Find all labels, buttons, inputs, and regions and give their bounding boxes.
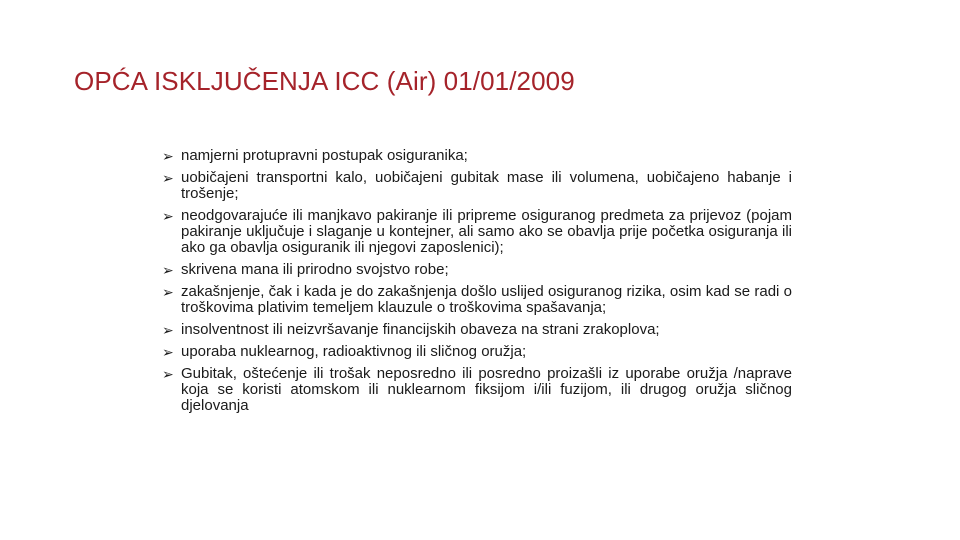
list-item-text: skrivena mana ili prirodno svojstvo robe; — [181, 261, 449, 278]
arrow-bullet-icon: ➢ — [162, 262, 174, 278]
arrow-bullet-icon: ➢ — [162, 344, 174, 360]
list-item-text: Gubitak, oštećenje ili trošak neposredno ili posredno proizašli iz uporabe oružja /naprave koja se koristi atomskom ili nuklearnom fiksijom i/ili fuzijom, ili drugog oružja sličnog djelovanja — [181, 365, 792, 414]
list-item-text: neodgovarajuće ili manjkavo pakiranje ili pripreme osiguranog predmeta za prijevoz (pojam pakiranje uključuje i slaganje u kontejner, ali samo ako se obavlja prije početka osiguranja ili ako ga obavlja osiguranik ili njegovi zaposlenici); — [181, 207, 792, 256]
list-item — [162, 148, 792, 164]
slide-title: OPĆA ISKLJUČENJA ICC (Air) 01/01/2009 — [74, 66, 575, 96]
list-item — [162, 344, 792, 360]
list-item — [162, 366, 792, 414]
list-item — [162, 208, 792, 256]
arrow-bullet-icon: ➢ — [162, 148, 174, 164]
arrow-bullet-icon: ➢ — [162, 284, 174, 300]
list-item — [162, 322, 792, 338]
list-item — [162, 262, 792, 278]
arrow-bullet-icon: ➢ — [162, 366, 174, 382]
list-item-text: namjerni protupravni postupak osiguranika; — [181, 147, 468, 164]
arrow-bullet-icon: ➢ — [162, 322, 174, 338]
list-item-text: uporaba nuklearnog, radioaktivnog ili sličnog oružja; — [181, 343, 527, 360]
arrow-bullet-icon: ➢ — [162, 208, 174, 224]
list-item-text: zakašnjenje, čak i kada je do zakašnjenja došlo uslijed osiguranog rizika, osim kad se radi o troškovima plativim temeljem klauzule o troškovima spašavanja; — [181, 283, 792, 316]
exclusions-list — [162, 148, 792, 420]
list-item — [162, 170, 792, 202]
list-item-text: insolventnost ili neizvršavanje financijskih obaveza na strani zrakoplova; — [181, 321, 660, 338]
arrow-bullet-icon: ➢ — [162, 170, 174, 186]
list-item — [162, 284, 792, 316]
list-item-text: uobičajeni transportni kalo, uobičajeni gubitak mase ili volumena, uobičajeno habanje i trošenje; — [181, 169, 792, 202]
